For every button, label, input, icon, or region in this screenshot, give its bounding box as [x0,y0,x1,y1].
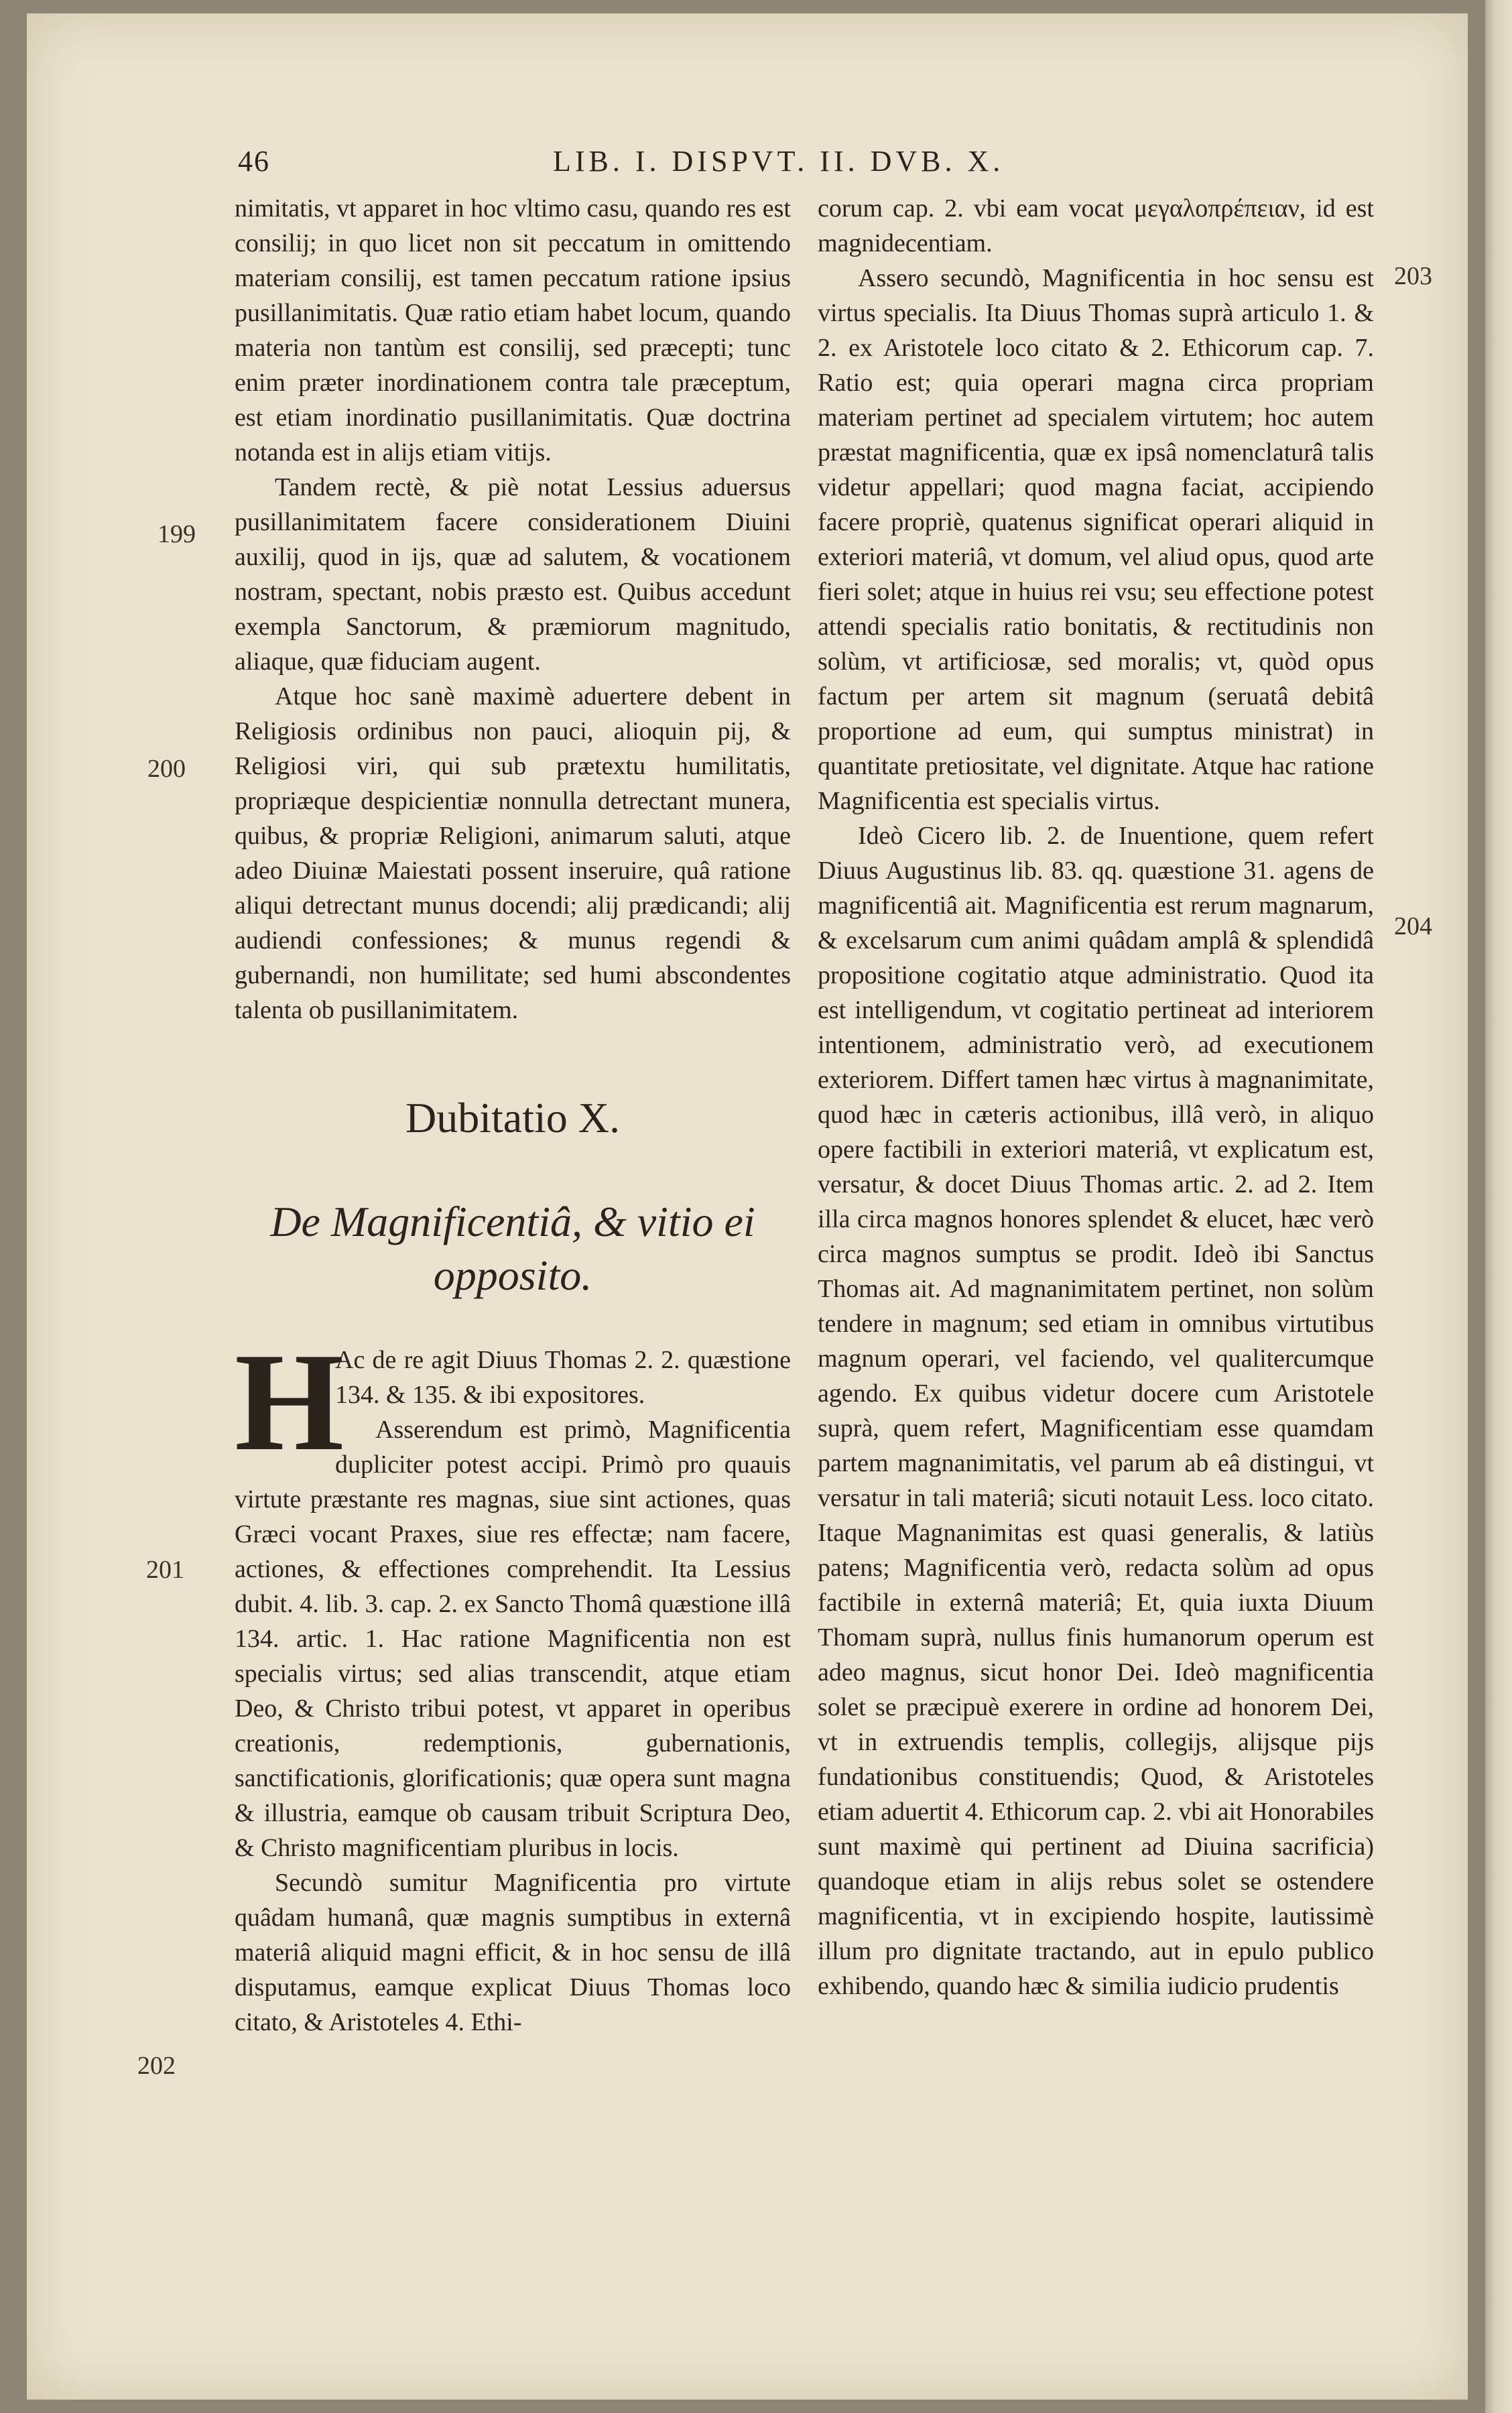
running-title: LIB. I. DISPVT. II. DVB. X. [553,145,1005,178]
opening-paragraph [235,1324,791,1480]
page-edge [1485,0,1512,2413]
margin-number-204: 204 [1394,912,1432,940]
right-paragraph-1: corum cap. 2. vbi eam vocat μεγαλοπρέπειαν, id est magnidecentiam. [818,194,1374,257]
left-paragraph-2: Tandem rectè, & piè notat Lessius aduersus pusillanimitatem facere considerationem Diuini auxilij, quod in ijs, quæ ad salutem, & vocationem nostram, spectant, nobis præsto est. Quibus accedunt exempla Sanctorum, & præmiorum magnitudo, aliaque, quæ fiduciam augent. [235,473,791,676]
left-paragraph-6: Secundò sumitur Magnificentia pro virtute quâdam humanâ, quæ magnis sumptibus in externâ materiâ aliquid magni efficit, & in hoc sensu de illâ disputamus, eamque explicat Diuus Thomas loco citato, & Aristoteles 4. Ethi- [235,1869,791,2036]
book-page [27,13,1468,2400]
left-column [235,191,791,2040]
section-heading: Dubitatio X. [405,1094,620,1141]
drop-capital: H [235,1324,344,1480]
right-paragraph-3: Ideò Cicero lib. 2. de Inuentione, quem refert Diuus Augustinus lib. 83. qq. quæstione 31. agens de magnificentiâ ait. Magnificentia est rerum magnarum, & excelsarum cum animi quâdam amplâ & splendidâ propositione cogitatio atque administratio. Quod ita est intelligendum, vt cogitatio pertineat ad interiorem intentionem, administratio verò, ad executionem exteriorem. Differt tamen hæc virtus à magnanimitate, quod hæc in cæteris actionibus, illâ verò, in aliquo opere factibili in exteriori materiâ, vt explicatum est, versatur, & docet Diuus Thomas artic. 2. ad 2. Item illa circa magnos honores splendet & elucet, hæc verò circa magnos sumptus se prodit. Ideò ibi Sanctus Thomas ait. Ad magnanimitatem pertinet, non solùm tendere in magnum; sed etiam in omnibus virtutibus magnum operari, vel faciendo, vel qualitercumque agendo. Ex quibus videtur docere cum Aristotele suprà, quem refert, Magnificentiam esse quamdam partem magnanimitatis, vel parum ab eâ distingui, vt versatur in tali materiâ; sicuti notauit Less. loco citato. Itaque Magnanimitas est quasi generalis, & latiùs patens; Magnificentia verò, redacta solùm ad opus factibile in externâ materiâ; Et, quia iuxta Diuum Thomam suprà, nullus finis humanorum operum est adeo magnus, sicut honor Dei. Ideò magnificentia solet se præcipuè exerere in ordine ad honorem Dei, vt in extruendis templis, collegijs, alijsque pijs fundationibus constituendis; Quod, & Aristoteles etiam aduertit 4. Ethicorum cap. 2. vbi ait Honorabiles sunt maximè qui pertinent ad Diuina sacrificia) quandoque etiam in alijs rebus solet se ostendere magnificentia, vt in excipiendo hospite, lautissimè illum pro dignitate tractando, aut in epulo publico exhibendo, quando hæc & similia iudicio prudentis [818,822,1374,2000]
margin-number-203: 203 [1394,262,1432,290]
left-paragraph-3: Atque hoc sanè maximè aduertere debent in Religiosis ordinibus non pauci, alioquin pij, & Religiosi viri, qui sub prætextu humilitatis, propriæque despicientiæ nonnulla detrectant munera, quibus, & propriæ Religioni, animarum saluti, atque adeo Diuinæ Maiestati possent inseruire, quâ ratione aliqui detrectant munus docendi; alij prædicandi; alij audiendi confessiones; & munus regendi & gubernandi, non humilitate; sed humi abscondentes talenta ob pusillanimitatem. [235,682,791,1024]
page-number: 46 [238,145,270,178]
running-header [238,144,1069,184]
left-paragraph-4: Ac de re agit Diuus Thomas 2. 2. quæstione 134. & 135. & ibi expositores. [335,1346,791,1409]
right-column [818,191,1374,2003]
margin-number-201: 201 [146,1556,184,1584]
margin-number-199: 199 [158,520,196,548]
left-paragraph-1: nimitatis, vt apparet in hoc vltimo casu, quando res est consilij; in quo licet non sit peccatum in omittendo materiam consilij, est tamen peccatum ratione ipsius pusillanimitatis. Quæ ratio etiam habet locum, quando materia non tantùm est consilij, sed præcepti; tunc enim præter inordinationem contra tale præceptum, est etiam inordinatio pusillanimitatis. Quæ doctrina notanda est in alijs etiam vitijs. [235,194,791,467]
section-subheading: De Magnificentiâ, & vitio ei opposito. [270,1198,755,1299]
left-paragraph-5: Asserendum est primò, Magnificentia dupliciter potest accipi. Primò pro quauis virtute præstante res magnas, siue sint actiones, quas Græci vocant Praxes, siue res effectæ; nam facere, actiones, & effectiones comprehendit. Ita Lessius dubit. 4. lib. 3. cap. 2. ex Sancto Thomâ quæstione illâ 134. artic. 1. Hac ratione Magnificentia non est specialis virtus; sed alias transcendit, atque etiam Deo, & Christo tribui potest, vt apparet in operibus creationis, redemptionis, gubernationis, sanctificationis, glorificationis; quæ opera sunt magna & illustria, eamque ob causam tribuit Scriptura Deo, & Christo magnificentiam pluribus in locis. [235,1416,791,1862]
margin-number-202: 202 [137,2052,176,2080]
margin-number-200: 200 [147,755,186,783]
right-paragraph-2: Assero secundò, Magnificentia in hoc sensu est virtus specialis. Ita Diuus Thomas suprà articulo 1. & 2. ex Aristotele loco citato & 2. Ethicorum cap. 7. Ratio est; quia operari magna circa propriam materiam pertinet ad specialem virtutem; hoc autem præstat magnificentia, quæ ex ipsâ nomenclaturâ talis videtur appellari; quod magna faciat, accipiendo facere propriè, quatenus significat operari aliquid in exteriori materiâ, vt domum, vel aliud opus, quod arte fieri solet; atque in huius rei vsu; seu effectione potest attendi specialis ratio bonitatis, & rectitudinis non solùm, vt artificiosæ, sed moralis; vt, quòd opus factum per artem sit magnum (seruatâ debitâ proportione ad eum, qui sumptus ministrat) in quantitate pretiositate, vel dignitate. Atque hac ratione Magnificentia est specialis virtus. [818,264,1374,815]
